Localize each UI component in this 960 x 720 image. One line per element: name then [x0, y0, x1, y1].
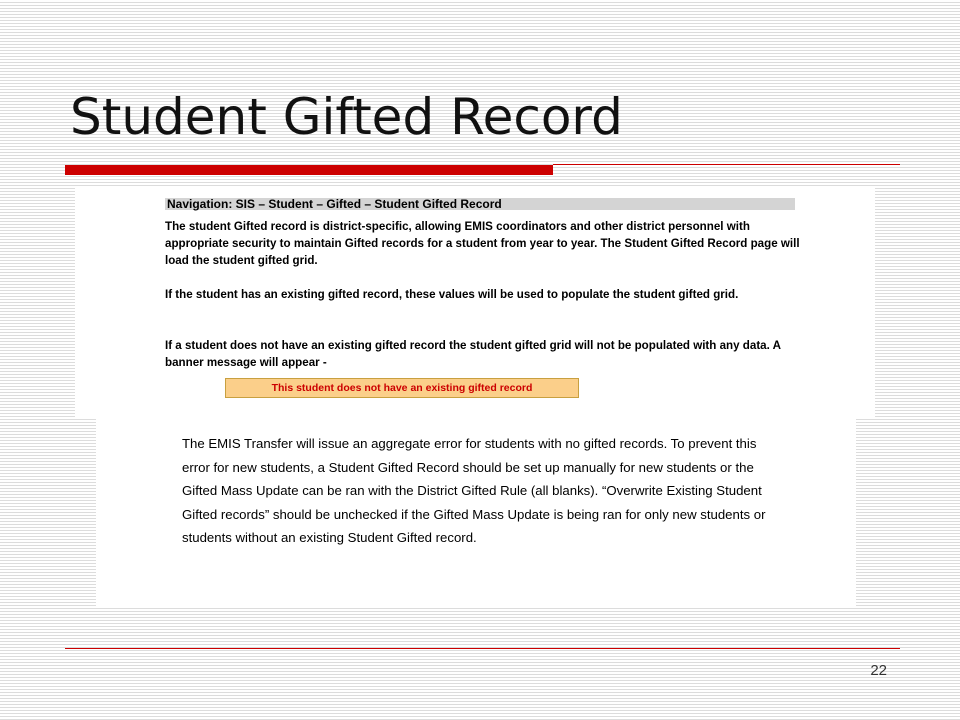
page-number: 22 [870, 662, 887, 679]
no-gifted-record-banner: This student does not have an existing gifted record [225, 378, 579, 398]
footer-rule [65, 648, 900, 649]
no-record-paragraph: If a student does not have an existing gifted record the student gifted grid will not be populated with any data. A banner message will appear - [165, 339, 781, 369]
emis-transfer-note: The EMIS Transfer will issue an aggregate error for students with no gifted records. To prevent this error for new students, a Student Gifted Record should be set up manually for new students or the Gifted Mass Update can be ran with the District Gifted Rule (all blanks). “Overwrite Existing Student Gifted records” should be unchecked if the Gifted Mass Update is being ran for only new students or students without an existing Student Gifted record. [182, 436, 766, 545]
title-underline-rule [553, 164, 900, 165]
title-underline-bar [65, 165, 553, 175]
slide-title: Student Gifted Record [70, 88, 623, 146]
navigation-path: Navigation: SIS – Student – Gifted – Student Gifted Record [165, 198, 795, 210]
description-paragraph: The student Gifted record is district-specific, allowing EMIS coordinators and other district personnel with appropriate security to maintain Gifted records for a student from year to year. The Student Gifted Record page will load the student gifted grid. [165, 220, 800, 267]
existing-record-paragraph: If the student has an existing gifted record, these values will be used to populate the student gifted grid. [165, 288, 739, 301]
